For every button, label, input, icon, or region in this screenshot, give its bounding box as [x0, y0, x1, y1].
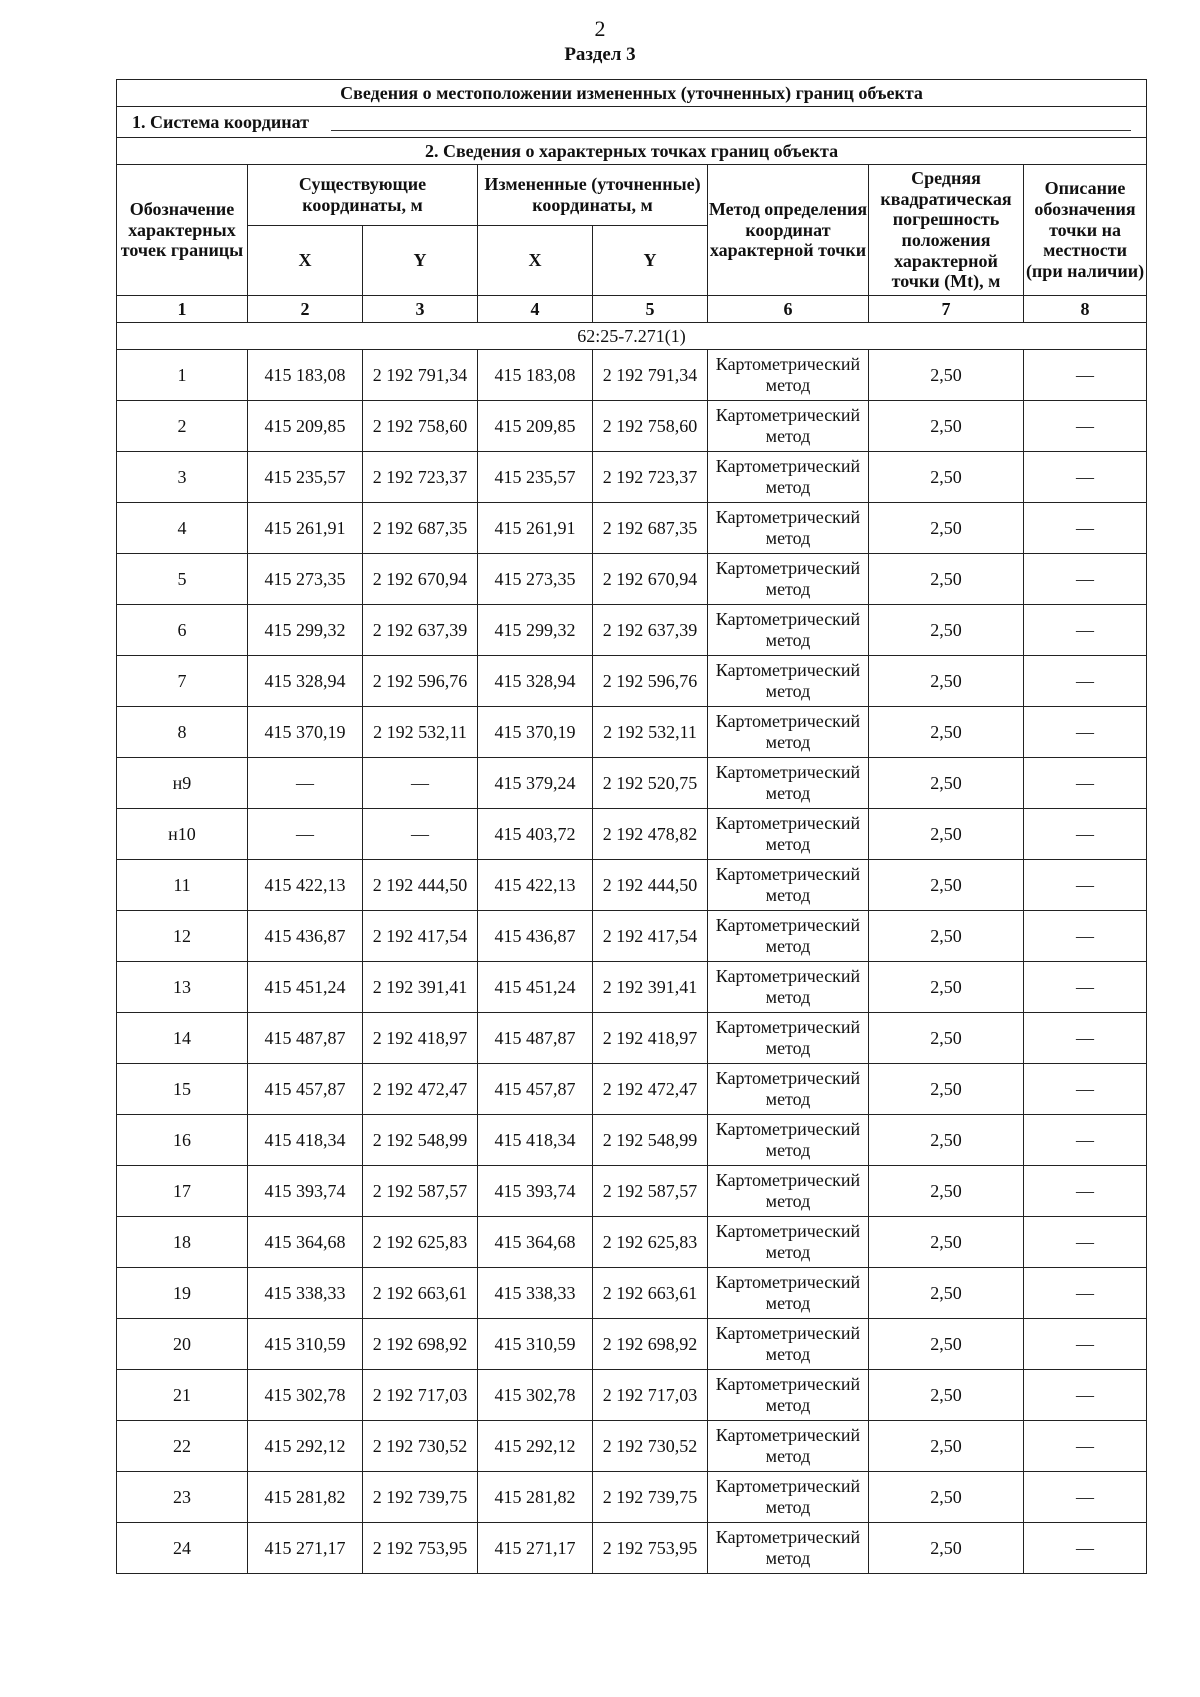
- point-description: —: [1024, 452, 1147, 503]
- changed-x: 415 457,87: [478, 1064, 593, 1115]
- existing-x: 415 338,33: [248, 1268, 363, 1319]
- point-description: —: [1024, 1166, 1147, 1217]
- existing-x: 415 364,68: [248, 1217, 363, 1268]
- point-description: —: [1024, 1217, 1147, 1268]
- point-designation: 19: [117, 1268, 248, 1319]
- existing-x: 415 302,78: [248, 1370, 363, 1421]
- changed-x: 415 418,34: [478, 1115, 593, 1166]
- section-title: Раздел 3: [564, 44, 636, 65]
- existing-y: 2 192 739,75: [363, 1472, 478, 1523]
- existing-x: 415 487,87: [248, 1013, 363, 1064]
- point-designation: 21: [117, 1370, 248, 1421]
- existing-y: 2 192 723,37: [363, 452, 478, 503]
- changed-y: 2 192 478,82: [593, 809, 708, 860]
- changed-y: 2 192 663,61: [593, 1268, 708, 1319]
- method: Картометрический метод: [708, 656, 869, 707]
- existing-x: 415 451,24: [248, 962, 363, 1013]
- col-number: 1: [117, 296, 248, 323]
- method: Картометрический метод: [708, 1370, 869, 1421]
- changed-x: 415 183,08: [478, 350, 593, 401]
- mean-square-error: 2,50: [869, 758, 1024, 809]
- mean-square-error: 2,50: [869, 452, 1024, 503]
- point-designation: н10: [117, 809, 248, 860]
- header-changed-coords: Измененные (уточненные) координаты, м: [478, 165, 708, 226]
- existing-y: 2 192 637,39: [363, 605, 478, 656]
- changed-x: 415 271,17: [478, 1523, 593, 1574]
- existing-y: 2 192 791,34: [363, 350, 478, 401]
- header-existing-x: X: [248, 226, 363, 296]
- point-designation: 13: [117, 962, 248, 1013]
- existing-x: 415 422,13: [248, 860, 363, 911]
- existing-x: 415 209,85: [248, 401, 363, 452]
- method: Картометрический метод: [708, 707, 869, 758]
- changed-y: 2 192 417,54: [593, 911, 708, 962]
- point-designation: 17: [117, 1166, 248, 1217]
- table-row: [117, 401, 1147, 452]
- mean-square-error: 2,50: [869, 1472, 1024, 1523]
- header-error: Средняя квадратическая погрешность положения характерной точки (Mt), м: [869, 165, 1024, 296]
- method: Картометрический метод: [708, 809, 869, 860]
- mean-square-error: 2,50: [869, 860, 1024, 911]
- changed-y: 2 192 391,41: [593, 962, 708, 1013]
- coord-system-blank-line: [331, 116, 1131, 131]
- header-existing-coords: Существующие координаты, м: [248, 165, 478, 226]
- point-description: —: [1024, 656, 1147, 707]
- point-description: —: [1024, 1523, 1147, 1574]
- table-title: Сведения о местоположении измененных (уточненных) границ объекта: [117, 80, 1147, 107]
- point-description: —: [1024, 503, 1147, 554]
- point-description: —: [1024, 401, 1147, 452]
- changed-y: 2 192 670,94: [593, 554, 708, 605]
- table-row: [117, 1421, 1147, 1472]
- point-description: —: [1024, 1268, 1147, 1319]
- existing-y: 2 192 758,60: [363, 401, 478, 452]
- table-row: [117, 860, 1147, 911]
- changed-y: 2 192 637,39: [593, 605, 708, 656]
- existing-y: 2 192 698,92: [363, 1319, 478, 1370]
- existing-x: 415 271,17: [248, 1523, 363, 1574]
- changed-y: 2 192 753,95: [593, 1523, 708, 1574]
- mean-square-error: 2,50: [869, 1217, 1024, 1268]
- existing-x: 415 436,87: [248, 911, 363, 962]
- table-row: [117, 1166, 1147, 1217]
- point-description: —: [1024, 860, 1147, 911]
- existing-x: 415 418,34: [248, 1115, 363, 1166]
- existing-x: 415 292,12: [248, 1421, 363, 1472]
- method: Картометрический метод: [708, 1166, 869, 1217]
- point-description: —: [1024, 809, 1147, 860]
- mean-square-error: 2,50: [869, 1064, 1024, 1115]
- method: Картометрический метод: [708, 1472, 869, 1523]
- table-row: [117, 452, 1147, 503]
- existing-y: 2 192 687,35: [363, 503, 478, 554]
- point-designation: 8: [117, 707, 248, 758]
- object-id: 62:25-7.271(1): [117, 323, 1147, 350]
- point-description: —: [1024, 1472, 1147, 1523]
- existing-x: 415 235,57: [248, 452, 363, 503]
- point-designation: 24: [117, 1523, 248, 1574]
- col-number: 2: [248, 296, 363, 323]
- point-designation: 11: [117, 860, 248, 911]
- changed-x: 415 379,24: [478, 758, 593, 809]
- changed-y: 2 192 520,75: [593, 758, 708, 809]
- existing-y: 2 192 753,95: [363, 1523, 478, 1574]
- changed-x: 415 235,57: [478, 452, 593, 503]
- table-row: [117, 1268, 1147, 1319]
- mean-square-error: 2,50: [869, 707, 1024, 758]
- changed-y: 2 192 587,57: [593, 1166, 708, 1217]
- table-row: [117, 758, 1147, 809]
- changed-x: 415 436,87: [478, 911, 593, 962]
- point-description: —: [1024, 911, 1147, 962]
- col-number: 7: [869, 296, 1024, 323]
- method: Картометрический метод: [708, 401, 869, 452]
- table-row: [117, 1472, 1147, 1523]
- table-row: [117, 1013, 1147, 1064]
- point-description: —: [1024, 707, 1147, 758]
- table-row: [117, 554, 1147, 605]
- point-designation: 22: [117, 1421, 248, 1472]
- point-description: —: [1024, 1064, 1147, 1115]
- method: Картометрический метод: [708, 1064, 869, 1115]
- point-description: —: [1024, 1319, 1147, 1370]
- changed-y: 2 192 723,37: [593, 452, 708, 503]
- points-title: 2. Сведения о характерных точках границ объекта: [117, 138, 1147, 165]
- method: Картометрический метод: [708, 503, 869, 554]
- point-designation: 7: [117, 656, 248, 707]
- existing-y: 2 192 663,61: [363, 1268, 478, 1319]
- mean-square-error: 2,50: [869, 401, 1024, 452]
- method: Картометрический метод: [708, 452, 869, 503]
- point-description: —: [1024, 350, 1147, 401]
- method: Картометрический метод: [708, 1268, 869, 1319]
- method: Картометрический метод: [708, 350, 869, 401]
- existing-y: 2 192 472,47: [363, 1064, 478, 1115]
- existing-y: 2 192 717,03: [363, 1370, 478, 1421]
- method: Картометрический метод: [708, 911, 869, 962]
- mean-square-error: 2,50: [869, 1013, 1024, 1064]
- changed-x: 415 302,78: [478, 1370, 593, 1421]
- existing-y: 2 192 587,57: [363, 1166, 478, 1217]
- mean-square-error: 2,50: [869, 1421, 1024, 1472]
- table-row: [117, 1319, 1147, 1370]
- existing-y: 2 192 670,94: [363, 554, 478, 605]
- coord-system-row: [117, 107, 1147, 138]
- method: Картометрический метод: [708, 1421, 869, 1472]
- table-row: [117, 656, 1147, 707]
- changed-x: 415 364,68: [478, 1217, 593, 1268]
- changed-y: 2 192 717,03: [593, 1370, 708, 1421]
- changed-x: 415 261,91: [478, 503, 593, 554]
- method: Картометрический метод: [708, 1217, 869, 1268]
- point-description: —: [1024, 605, 1147, 656]
- changed-x: 415 292,12: [478, 1421, 593, 1472]
- changed-y: 2 192 532,11: [593, 707, 708, 758]
- changed-y: 2 192 758,60: [593, 401, 708, 452]
- changed-x: 415 422,13: [478, 860, 593, 911]
- changed-x: 415 487,87: [478, 1013, 593, 1064]
- header-changed-x: X: [478, 226, 593, 296]
- point-description: —: [1024, 1013, 1147, 1064]
- method: Картометрический метод: [708, 962, 869, 1013]
- table-row: [117, 707, 1147, 758]
- table-row: [117, 605, 1147, 656]
- point-description: —: [1024, 1370, 1147, 1421]
- mean-square-error: 2,50: [869, 1115, 1024, 1166]
- mean-square-error: 2,50: [869, 1523, 1024, 1574]
- existing-x: 415 457,87: [248, 1064, 363, 1115]
- existing-y: 2 192 730,52: [363, 1421, 478, 1472]
- table-row: [117, 1115, 1147, 1166]
- col-number: 8: [1024, 296, 1147, 323]
- existing-y: 2 192 625,83: [363, 1217, 478, 1268]
- mean-square-error: 2,50: [869, 809, 1024, 860]
- boundary-points-table: [116, 79, 1147, 1574]
- table-row: [117, 503, 1147, 554]
- changed-y: 2 192 730,52: [593, 1421, 708, 1472]
- mean-square-error: 2,50: [869, 656, 1024, 707]
- point-designation: 16: [117, 1115, 248, 1166]
- point-designation: 3: [117, 452, 248, 503]
- changed-y: 2 192 548,99: [593, 1115, 708, 1166]
- coord-system-label: 1. Система координат: [132, 111, 309, 132]
- existing-x: 415 261,91: [248, 503, 363, 554]
- changed-x: 415 338,33: [478, 1268, 593, 1319]
- changed-x: 415 310,59: [478, 1319, 593, 1370]
- changed-y: 2 192 791,34: [593, 350, 708, 401]
- page-number: 2: [594, 16, 606, 41]
- header-changed-y: Y: [593, 226, 708, 296]
- point-description: —: [1024, 1421, 1147, 1472]
- changed-x: 415 370,19: [478, 707, 593, 758]
- header-existing-y: Y: [363, 226, 478, 296]
- table-row: [117, 962, 1147, 1013]
- existing-y: 2 192 596,76: [363, 656, 478, 707]
- method: Картометрический метод: [708, 1523, 869, 1574]
- header-description: Описание обозначения точки на местности (при наличии): [1024, 165, 1147, 296]
- existing-y: 2 192 418,97: [363, 1013, 478, 1064]
- table-row: [117, 1370, 1147, 1421]
- changed-y: 2 192 698,92: [593, 1319, 708, 1370]
- point-description: —: [1024, 758, 1147, 809]
- method: Картометрический метод: [708, 1115, 869, 1166]
- mean-square-error: 2,50: [869, 503, 1024, 554]
- method: Картометрический метод: [708, 1319, 869, 1370]
- table-row: [117, 1217, 1147, 1268]
- existing-x: 415 281,82: [248, 1472, 363, 1523]
- existing-x: —: [248, 758, 363, 809]
- mean-square-error: 2,50: [869, 554, 1024, 605]
- col-number: 4: [478, 296, 593, 323]
- existing-x: 415 328,94: [248, 656, 363, 707]
- point-designation: 4: [117, 503, 248, 554]
- existing-x: 415 299,32: [248, 605, 363, 656]
- col-number: 3: [363, 296, 478, 323]
- mean-square-error: 2,50: [869, 1268, 1024, 1319]
- point-designation: 23: [117, 1472, 248, 1523]
- table-row: [117, 1523, 1147, 1574]
- changed-x: 415 209,85: [478, 401, 593, 452]
- changed-y: 2 192 472,47: [593, 1064, 708, 1115]
- point-designation: 2: [117, 401, 248, 452]
- changed-y: 2 192 625,83: [593, 1217, 708, 1268]
- method: Картометрический метод: [708, 554, 869, 605]
- mean-square-error: 2,50: [869, 1166, 1024, 1217]
- table-row: [117, 809, 1147, 860]
- existing-y: —: [363, 809, 478, 860]
- changed-x: 415 393,74: [478, 1166, 593, 1217]
- changed-x: 415 451,24: [478, 962, 593, 1013]
- existing-y: 2 192 444,50: [363, 860, 478, 911]
- changed-y: 2 192 596,76: [593, 656, 708, 707]
- table-row: [117, 350, 1147, 401]
- changed-y: 2 192 444,50: [593, 860, 708, 911]
- method: Картометрический метод: [708, 1013, 869, 1064]
- mean-square-error: 2,50: [869, 1370, 1024, 1421]
- point-description: —: [1024, 1115, 1147, 1166]
- point-designation: 20: [117, 1319, 248, 1370]
- point-designation: 6: [117, 605, 248, 656]
- changed-x: 415 273,35: [478, 554, 593, 605]
- existing-x: 415 370,19: [248, 707, 363, 758]
- mean-square-error: 2,50: [869, 962, 1024, 1013]
- table-row: [117, 1064, 1147, 1115]
- changed-x: 415 403,72: [478, 809, 593, 860]
- table-row: [117, 911, 1147, 962]
- method: Картометрический метод: [708, 860, 869, 911]
- point-description: —: [1024, 962, 1147, 1013]
- point-designation: 5: [117, 554, 248, 605]
- point-designation: н9: [117, 758, 248, 809]
- header-designation: Обозначение характерных точек границы: [117, 165, 248, 296]
- point-designation: 18: [117, 1217, 248, 1268]
- mean-square-error: 2,50: [869, 605, 1024, 656]
- point-designation: 12: [117, 911, 248, 962]
- col-number: 6: [708, 296, 869, 323]
- col-number: 5: [593, 296, 708, 323]
- existing-x: 415 273,35: [248, 554, 363, 605]
- mean-square-error: 2,50: [869, 350, 1024, 401]
- existing-y: —: [363, 758, 478, 809]
- point-designation: 15: [117, 1064, 248, 1115]
- point-designation: 1: [117, 350, 248, 401]
- existing-y: 2 192 532,11: [363, 707, 478, 758]
- changed-y: 2 192 418,97: [593, 1013, 708, 1064]
- changed-x: 415 328,94: [478, 656, 593, 707]
- existing-y: 2 192 391,41: [363, 962, 478, 1013]
- method: Картометрический метод: [708, 605, 869, 656]
- header-method: Метод определения координат характерной точки: [708, 165, 869, 296]
- changed-x: 415 281,82: [478, 1472, 593, 1523]
- existing-y: 2 192 417,54: [363, 911, 478, 962]
- point-designation: 14: [117, 1013, 248, 1064]
- existing-x: 415 183,08: [248, 350, 363, 401]
- mean-square-error: 2,50: [869, 1319, 1024, 1370]
- existing-x: —: [248, 809, 363, 860]
- changed-x: 415 299,32: [478, 605, 593, 656]
- existing-y: 2 192 548,99: [363, 1115, 478, 1166]
- existing-x: 415 310,59: [248, 1319, 363, 1370]
- point-description: —: [1024, 554, 1147, 605]
- changed-y: 2 192 687,35: [593, 503, 708, 554]
- method: Картометрический метод: [708, 758, 869, 809]
- existing-x: 415 393,74: [248, 1166, 363, 1217]
- changed-y: 2 192 739,75: [593, 1472, 708, 1523]
- mean-square-error: 2,50: [869, 911, 1024, 962]
